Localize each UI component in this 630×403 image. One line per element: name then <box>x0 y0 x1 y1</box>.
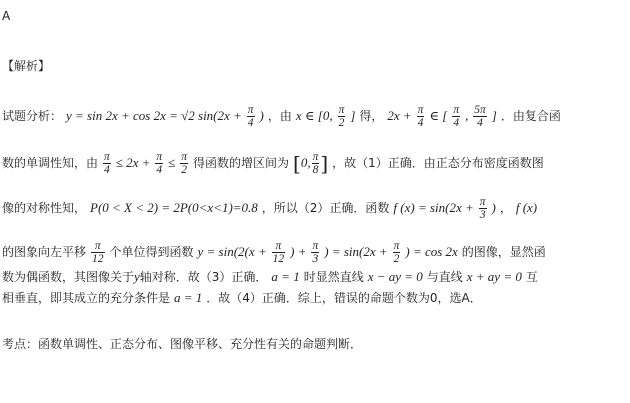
text-so-2-correct: ，所以（2）正确．函数 <box>261 201 390 215</box>
text-de: 得， <box>359 109 384 123</box>
formula-y-sum: y = sin 2x + cos 2x = √2 sin(2x + <box>66 108 242 123</box>
text-composite: ．由复合函 <box>500 109 561 123</box>
fraction-pi-over-12: $\frac{\pi}{12}$ <box>92 240 104 265</box>
text-axis-symmetric: 轴对称．故（3）正确． <box>139 270 268 284</box>
fraction-pi-over-2-c: $\frac{\pi}{2}$ <box>393 240 400 265</box>
formula-mid: ) + <box>290 244 307 259</box>
analysis-heading: 【解析】 <box>2 59 51 73</box>
formula-leq-2: ≤ <box>168 155 176 170</box>
paren-close: ) <box>259 108 264 123</box>
text-monotonic: 数的单调性知，由 <box>2 156 99 170</box>
comma-cn: ， <box>499 201 512 215</box>
fraction-pi-over-3-b: $\frac{\pi}{3}$ <box>312 240 319 265</box>
fraction-pi-over-4-e: $\frac{\pi}{4}$ <box>156 151 163 176</box>
paren-close-2: ) <box>491 200 496 215</box>
formula-2x-plus: 2x + <box>387 108 412 123</box>
formula-a-eq-1-b: a = 1 <box>174 290 203 305</box>
text-even-function: 数为偶函数，其图像关于 <box>2 270 135 284</box>
formula-x-in: x ∈ [0, <box>295 108 333 123</box>
fraction-pi-over-4-c: $\frac{\pi}{4}$ <box>453 104 460 129</box>
kaodian-line: 考点：函数单调性、正态分布、图像平移、充分性有关的命题判断． <box>2 337 363 351</box>
analysis-line-6 <box>2 290 628 306</box>
answer-label: A <box>2 9 11 23</box>
formula-leq: ≤ 2x + <box>115 155 151 170</box>
formula-fx-2: f (x) <box>515 200 538 215</box>
formula-eq2: ) = sin(2x + <box>324 244 388 259</box>
formula-line-2: x + ay = 0 <box>466 269 522 284</box>
analysis-line-3 <box>2 196 628 221</box>
formula-probability: P(0 < X < 2) = 2P(0<x<1)=0.8 <box>90 200 258 215</box>
interval-zero: 0, <box>300 155 311 170</box>
formula-fx: f (x) = sin(2x + <box>393 200 474 215</box>
symbol-y: y <box>134 269 140 284</box>
fraction-pi-over-12-b: $\frac{\pi}{12}$ <box>272 240 285 265</box>
text-with-line: 与直线 <box>426 270 463 284</box>
analysis-line-5 <box>2 269 628 285</box>
text-shift-left: 的图象向左平移 <box>2 245 87 259</box>
analysis-line-2 <box>2 151 628 176</box>
formula-in: ∈ [ <box>429 108 448 123</box>
text-conclusion: ．故（4）正确．综上，错误的命题个数为0，选A． <box>206 291 482 305</box>
formula-y-shift: y = sin(2(x + <box>197 244 267 259</box>
formula-line-1: x − ay = 0 <box>367 269 423 284</box>
text-symmetry: 像的对称性知， <box>2 201 87 215</box>
fraction-pi-over-8: $\frac{\pi}{8}$ <box>312 151 319 176</box>
formula-a-eq-1: a = 1 <box>271 269 300 284</box>
text-perpendicular: 相垂直，即其成立的充分条件是 <box>2 291 171 305</box>
bracket-close: ] <box>350 108 356 123</box>
fraction-pi-over-4-d: $\frac{\pi}{4}$ <box>104 151 110 176</box>
text-normal-distribution: ，故（1）正确．由正态分布密度函数图 <box>332 156 544 170</box>
text-line: 时显然直线 <box>303 270 364 284</box>
text-increasing-interval: 得函数的增区间为 <box>193 156 290 170</box>
fraction-pi-over-4: $\frac{\pi}{4}$ <box>247 104 254 129</box>
analysis-prefix: 试题分析： <box>2 109 63 123</box>
text-units-get: 个单位得到函数 <box>109 245 194 259</box>
bracket-end: ] <box>491 108 497 123</box>
interval-left-bracket: [ <box>293 151 301 176</box>
fraction-pi-over-2-b: $\frac{\pi}{2}$ <box>181 151 188 176</box>
analysis-line-4 <box>2 240 628 265</box>
text-mutual: 互 <box>525 270 538 284</box>
fraction-pi-over-4-b: $\frac{\pi}{4}$ <box>417 104 424 129</box>
text-graph-obviously: 的图像，显然函 <box>461 245 546 259</box>
fraction-5pi-over-4: $\frac{5\pi}{4}$ <box>474 104 486 129</box>
comma: , <box>465 108 469 123</box>
interval-right-bracket: ] <box>320 151 329 176</box>
formula-cos2x: ) = cos 2x <box>405 244 458 259</box>
text-you: ，由 <box>267 109 292 123</box>
fraction-pi-over-3: $\frac{\pi}{3}$ <box>479 196 486 221</box>
fraction-pi-over-2: $\frac{\pi}{2}$ <box>338 104 345 129</box>
analysis-line-1 <box>2 104 628 129</box>
